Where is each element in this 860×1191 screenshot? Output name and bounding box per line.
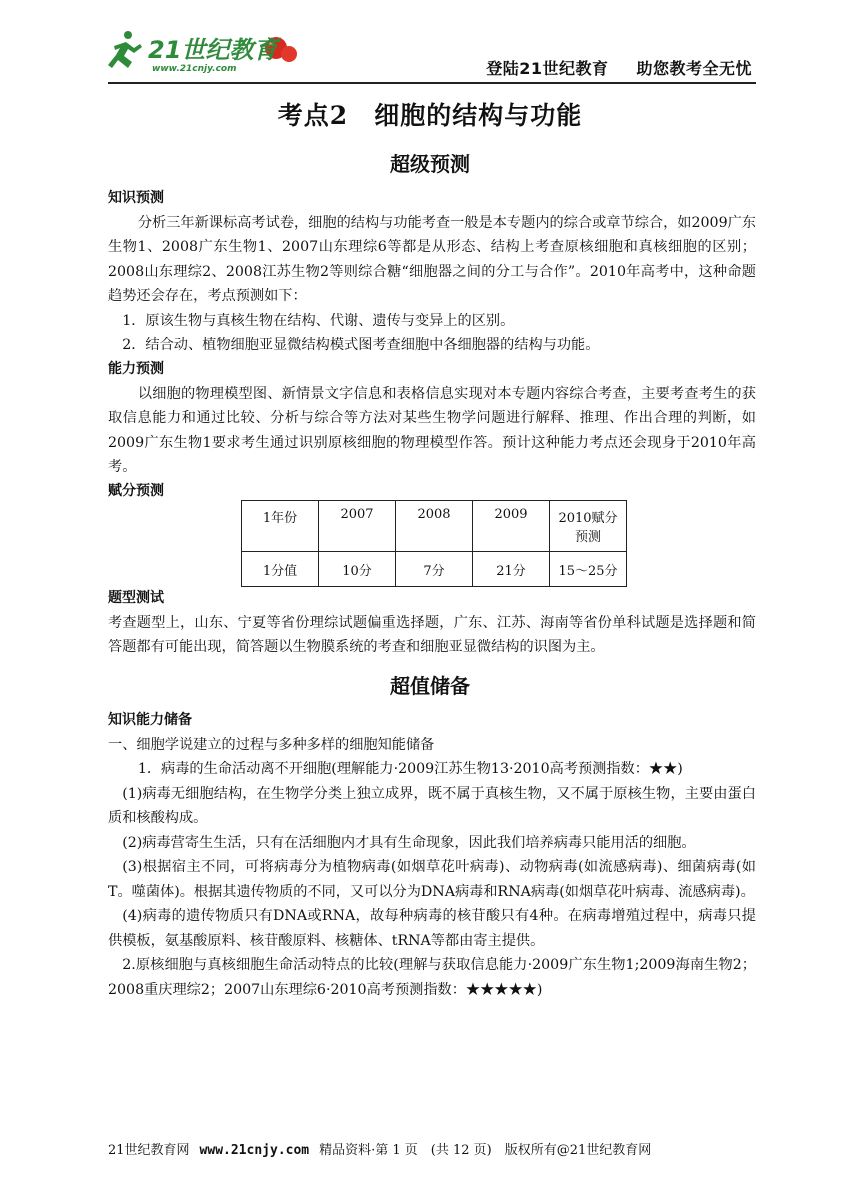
footer-page-info: 精品资料·第 1 页 (共 12 页) 版权所有@21世纪教育网 (319, 1143, 652, 1158)
reserve-question-1: 1．病毒的生命活动离不开细胞(理解能力·2009江苏生物13·2010高考预测指数：★★) (137, 761, 683, 777)
reserve-point-2: (2)病毒营寄生生活，只有在活细胞内才具有生命现象，因此我们培养病毒只能用活的细胞。 (122, 834, 696, 851)
section-title-reserve: 超值储备 (390, 674, 470, 698)
knowledge-forecast-paragraph: 分析三年新课标高考试卷，细胞的结构与功能考查一般是本专题内的综合或章节综合，如2009广东生物1、2008广东生物1、2007山东理综6等都是从形态、结构上考查原核细胞和真核细胞的区别；2008山东理综2、2008江苏生物2等则综合糖“细胞器之间的分工与合作”。2010年高考中，这种命题趋势还会存在，考点预测如下： (108, 214, 756, 304)
section-title-forecast: 超级预测 (390, 152, 470, 176)
page-header (108, 24, 756, 82)
reserve-part-1-title: 一、细胞学说建立的过程与多种多样的细胞知能储备 (108, 736, 435, 753)
question-test-heading: 题型测试 (108, 590, 164, 606)
table-cell: 2007 (319, 501, 396, 552)
knowledge-reserve-heading: 知识能力储备 (108, 712, 192, 728)
table-cell: 1年份 (242, 501, 319, 552)
knowledge-forecast-section (108, 186, 756, 358)
reserve-point-3: (3)根据宿主不同，可将病毒分为植物病毒(如烟草花叶病毒)、动物病毒(如流感病毒)、细菌病毒(如T。噬菌体)。根据其遗传物质的不同，又可以分为DNA病毒和RNA病毒(如烟草花叶病毒、流感病毒)。 (108, 859, 756, 900)
table-cell: 15～25分 (550, 552, 627, 587)
ability-forecast-heading: 能力预测 (108, 361, 164, 377)
table-cell: 7分 (396, 552, 473, 587)
question-test-paragraph: 考查题型上，山东、宁夏等省份理综试题偏重选择题，广东、江苏、海南等省份单科试题是选择题和简答题都有可能出现，简答题以生物膜系统的考查和细胞亚显微结构的识图为主。 (108, 614, 756, 655)
ability-forecast-paragraph: 以细胞的物理模型图、新情景文字信息和表格信息实现对本专题内容综合考查，主要考查考生的获取信息能力和通过比较、分析与综合等方法对某些生物学问题进行解释、推理、作出合理的判断，如2009广东生物1要求考生通过识别原核细胞的物理模型作答。预计这种能力考点还会现身于2010年高考。 (108, 385, 756, 475)
reserve-point-1: (1)病毒无细胞结构，在生物学分类上独立成界，既不属于真核生物，又不属于原核生物，主要由蛋白质和核酸构成。 (108, 785, 756, 826)
table-cell: 2010赋分预测 (550, 501, 627, 552)
score-forecast-table (241, 500, 627, 587)
reserve-point-4: (4)病毒的遗传物质只有DNA或RNA，故每种病毒的核苷酸只有4种。在病毒增殖过程中，病毒只提供模板，氨基酸原料、核苷酸原料、核糖体、tRNA等都由寄主提供。 (108, 908, 756, 949)
knowledge-forecast-item-2: 2．结合动、植物细胞亚显微结构模式图考查细胞中各细胞器的结构与功能。 (122, 337, 600, 353)
header-slogan (458, 56, 752, 79)
table-row (242, 501, 627, 552)
page-title: 考点2 细胞的结构与功能 (277, 101, 583, 130)
table-cell: 10分 (319, 552, 396, 587)
logo-url-text: www.21cnjy.com (152, 64, 237, 74)
table-cell: 1分值 (242, 552, 319, 587)
footer-site: 21世纪教育网 (108, 1143, 190, 1158)
page-footer (108, 1139, 756, 1158)
header-divider (108, 82, 756, 84)
site-logo (108, 28, 298, 74)
table-cell: 21分 (473, 552, 550, 587)
slogan-left: 登陆21世纪教育 (486, 59, 609, 78)
knowledge-reserve-section (108, 708, 756, 1002)
knowledge-forecast-heading: 知识预测 (108, 190, 164, 206)
table-row (242, 552, 627, 587)
footer-url[interactable]: www.21cnjy.com (199, 1143, 310, 1158)
table-cell: 2009 (473, 501, 550, 552)
logo-text: 21世纪教育 (148, 36, 278, 64)
slogan-right: 助您教考全无忧 (636, 59, 752, 78)
reserve-question-2: 2.原核细胞与真核细胞生命活动特点的比较(理解与获取信息能力·2009广东生物1;2009海南生物2；2008重庆理综2；2007山东理综6·2010高考预测指数：★★★★★) (108, 957, 756, 998)
score-forecast-heading: 赋分预测 (108, 483, 164, 499)
ability-forecast-section (108, 357, 756, 480)
table-cell: 2008 (396, 501, 473, 552)
knowledge-forecast-item-1: 1．原该生物与真核生物在结构、代谢、遗传与变异上的区别。 (122, 312, 515, 329)
question-test-section (108, 586, 756, 660)
